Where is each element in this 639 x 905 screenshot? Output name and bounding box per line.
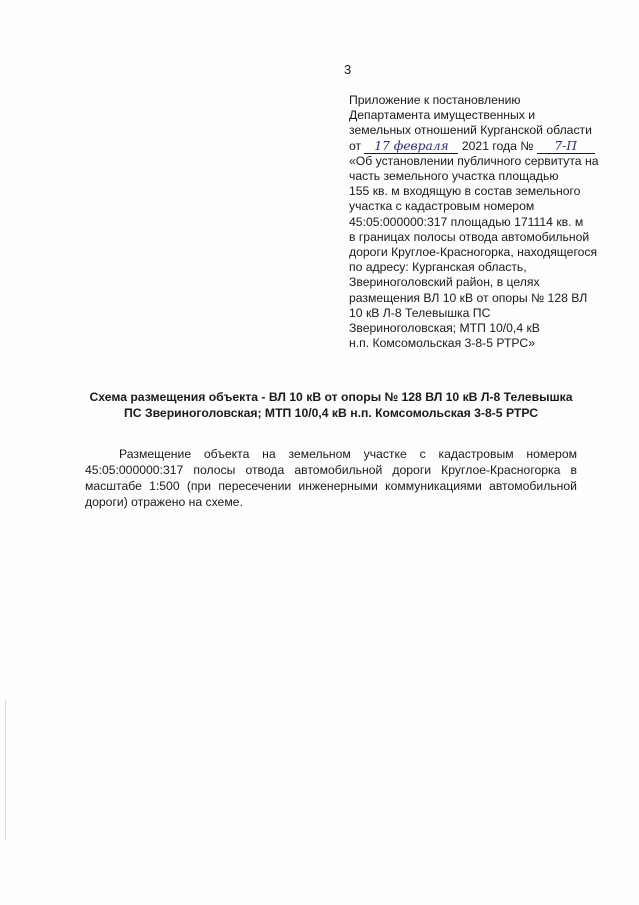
appendix-line: часть земельного участка площадью [349,169,559,184]
appendix-line: участка с кадастровым номером [349,199,535,214]
appendix-line: дороги Круглое-Красногорка, находящегося [349,245,598,260]
appendix-line: земельных отношений Курганской области [349,123,592,138]
scan-edge-mark [5,700,6,840]
handwritten-number: 7-П [537,140,595,154]
appendix-line: «Об установлении публичного сервитута на [349,153,599,168]
year-text: 2021 года № [461,138,534,153]
appendix-line: н.п. Комсомольская 3-8-5 РТРС» [349,336,535,351]
body-paragraph: Размещение объекта на земельном участке с кадастровым номером 45:05:000000:317 полосы отвода автомобильной дороги Круглое-Красногорка в масштабе 1:500 (при пересечении инженерными коммуникациями автомобильной дороги) отражено на схеме. [85,447,577,509]
appendix-line: Звериноголовский район, в целях [349,275,540,290]
appendix-line: в границах полосы отвода автомобильной [349,229,590,244]
handwritten-date: 17 февраля [364,140,458,154]
appendix-line: 10 кВ Л-8 Телевышка ПС [349,305,491,320]
heading-line: ПС Звериноголовская; МТП 10/0,4 кВ н.п. Комсомольская 3-8-5 РТРС [124,406,538,420]
heading-line: Схема размещения объекта - ВЛ 10 кВ от опоры № 128 ВЛ 10 кВ Л-8 Телевышка [89,390,573,404]
appendix-line: 45:05:000000:317 площадью 171114 кв. м [349,214,584,229]
appendix-line: Звериноголовская; МТП 10/0,4 кВ [349,321,540,336]
appendix-line: 155 кв. м входящую в состав земельного [349,184,581,199]
appendix-line: размещения ВЛ 10 кВ от опоры № 128 ВЛ [349,290,588,305]
appendix-line: Департамента имущественных и [349,108,536,123]
document-heading [84,389,578,421]
appendix-header [349,93,621,351]
appendix-line: Приложение к постановлению [349,93,521,107]
page-number: 3 [344,62,352,77]
date-line [349,139,621,154]
date-prefix: от [349,138,362,153]
appendix-line: по адресу: Курганская область, [349,260,527,275]
